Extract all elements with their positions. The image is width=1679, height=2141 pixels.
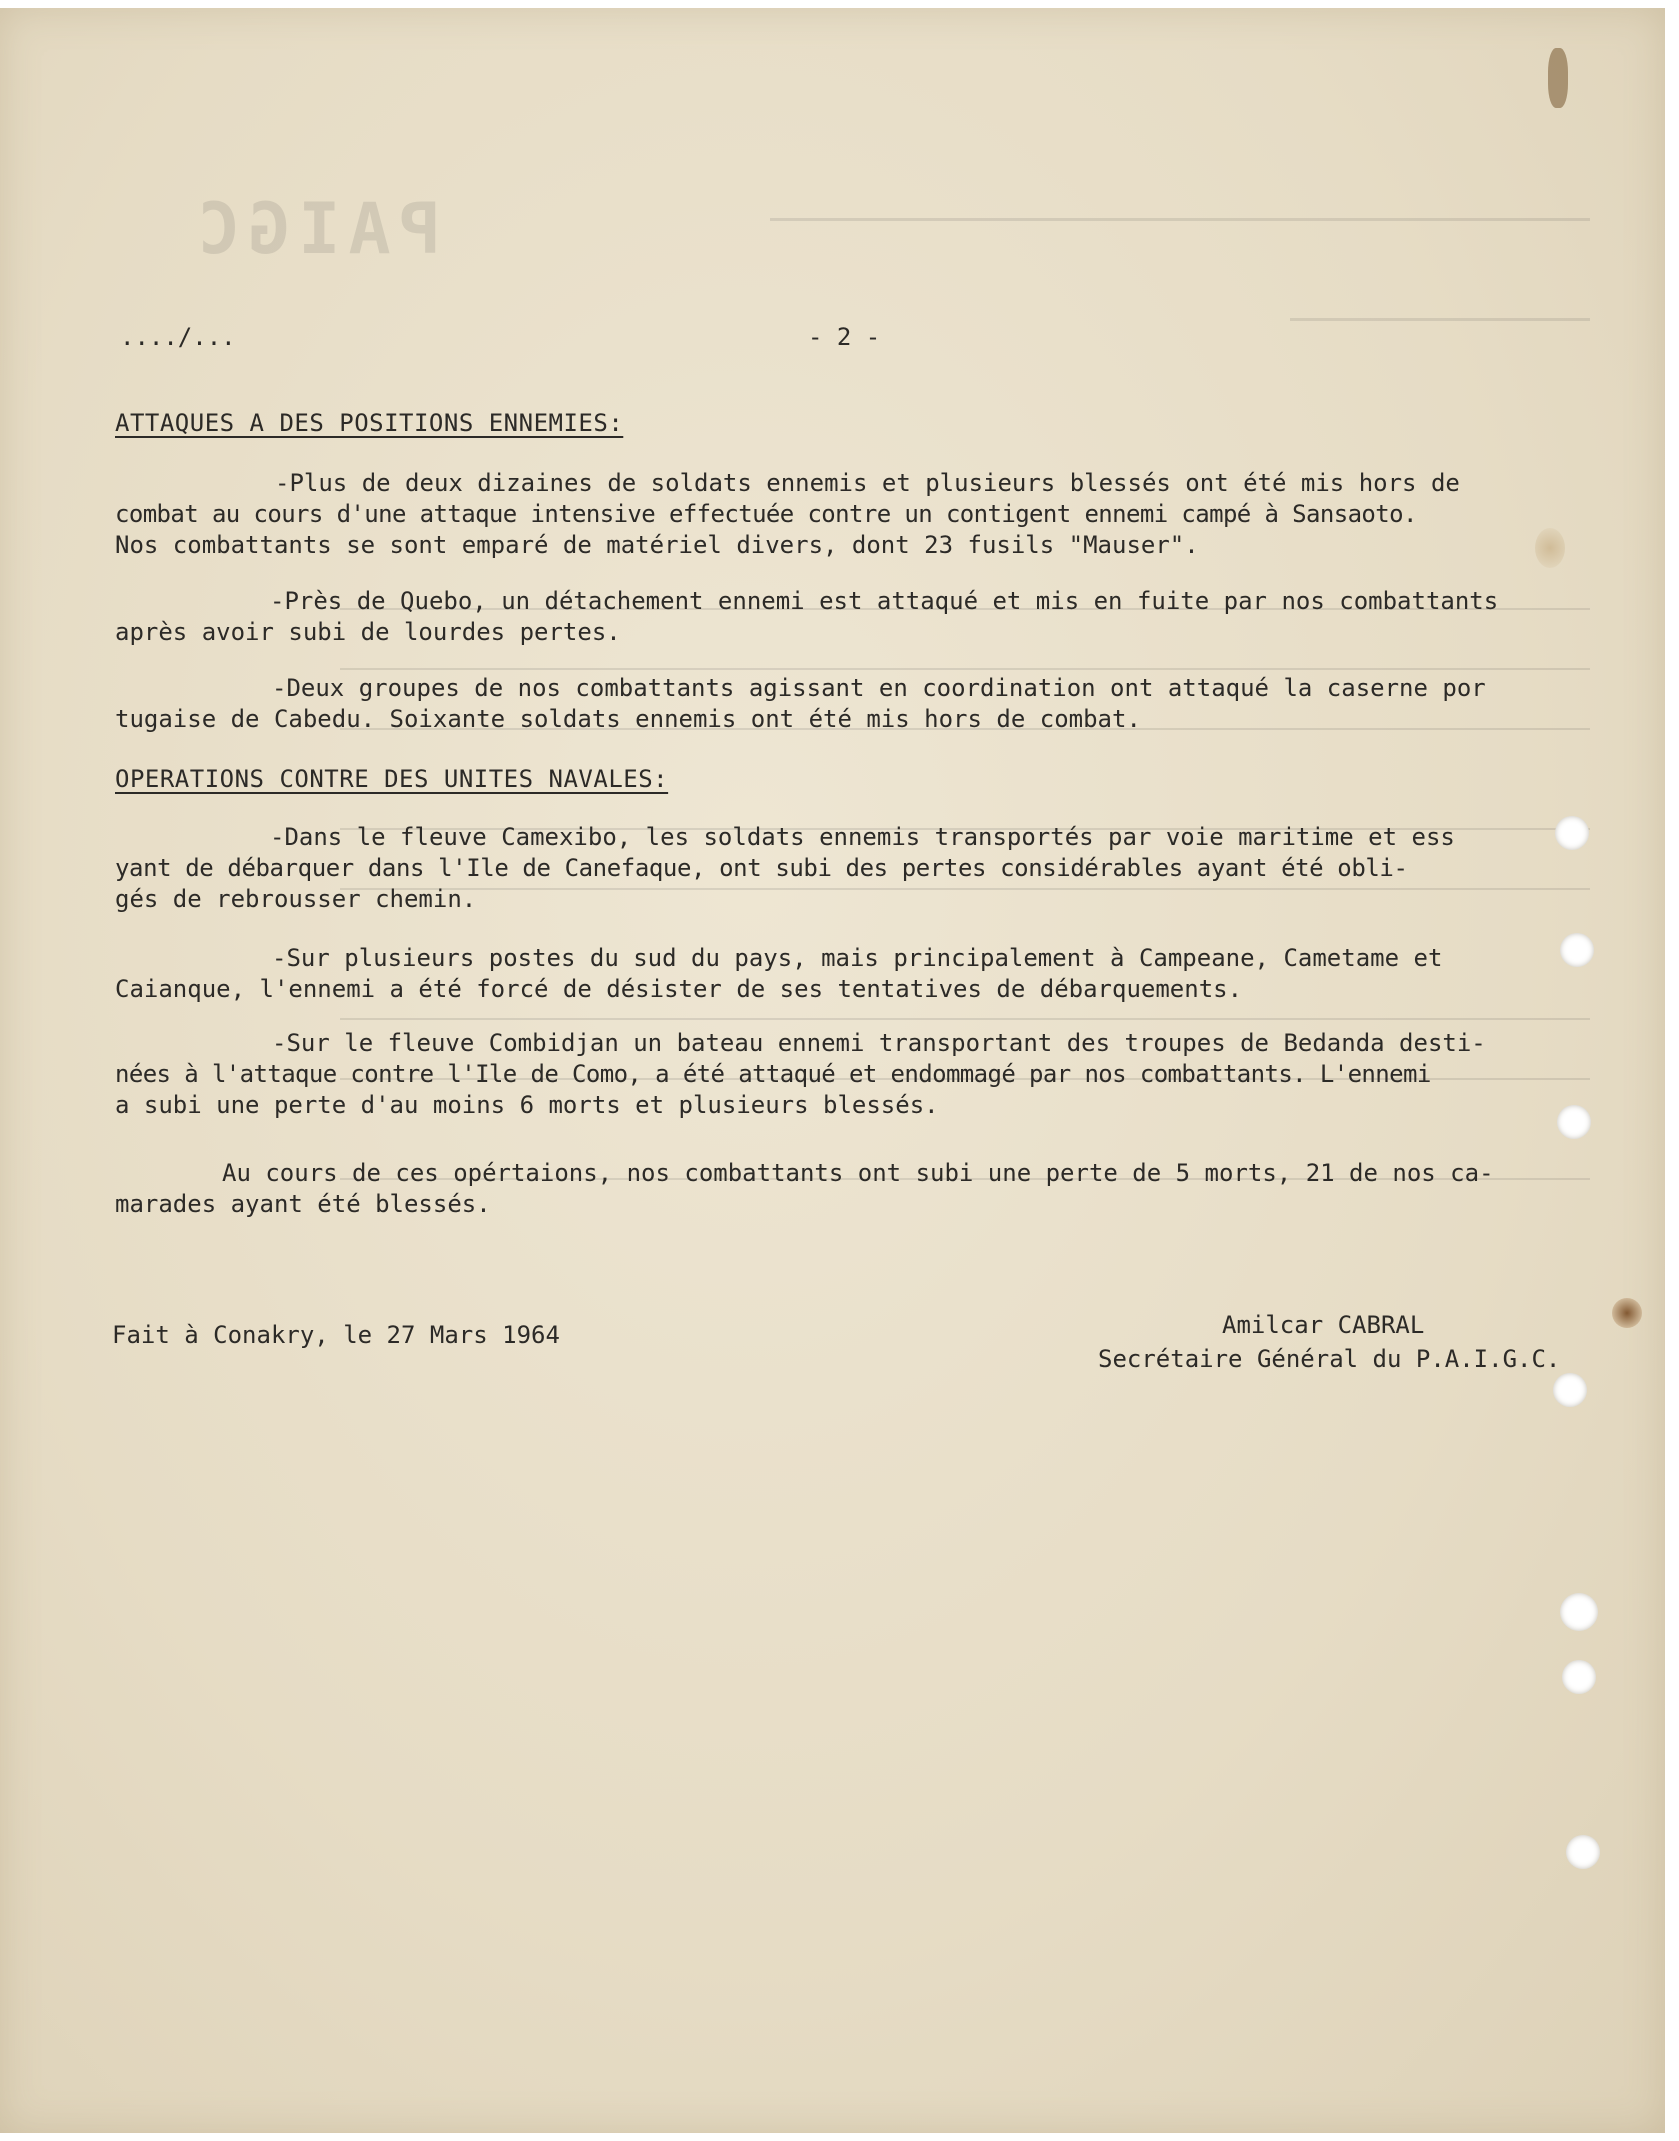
punch-hole xyxy=(1555,816,1589,850)
page-number: - 2 - xyxy=(808,323,881,351)
rust-stain xyxy=(1548,48,1568,108)
punch-hole xyxy=(1553,1373,1587,1407)
paragraph-line: -Plus de deux dizaines de soldats ennemis et plusieurs blessés ont été mis hors de xyxy=(275,469,1460,497)
paragraph-line: gés de rebrousser chemin. xyxy=(115,885,477,913)
paragraph-line: nées à l'attaque contre l'Ile de Como, a été attaqué et endommagé par nos combattants. L'ennemi xyxy=(115,1060,1431,1088)
punch-hole xyxy=(1557,1105,1591,1139)
paragraph-line: après avoir subi de lourdes pertes. xyxy=(115,618,621,646)
paragraph-line: -Dans le fleuve Camexibo, les soldats ennemis transportés par voie maritime et ess xyxy=(270,823,1455,851)
place-date: Fait à Conakry, le 27 Mars 1964 xyxy=(112,1321,560,1349)
paragraph-line: Au cours de ces opértaions, nos combattants ont subi une perte de 5 morts, 21 de nos ca- xyxy=(222,1159,1494,1187)
signatory-name: Amilcar CABRAL xyxy=(1222,1311,1425,1339)
paragraph-line: Nos combattants se sont emparé de matériel divers, dont 23 fusils "Mauser". xyxy=(115,531,1199,559)
paragraph-line: -Sur plusieurs postes du sud du pays, mais principalement à Campeane, Cametame et xyxy=(272,944,1443,972)
paragraph-line: -Près de Quebo, un détachement ennemi est attaqué et mis en fuite par nos combattants xyxy=(270,587,1499,615)
paragraph-line: -Sur le fleuve Combidjan un bateau ennemi transportant des troupes de Bedanda desti- xyxy=(272,1029,1486,1057)
paragraph-line: -Deux groupes de nos combattants agissant en coordination ont attaqué la caserne por xyxy=(272,674,1486,702)
paragraph-line: tugaise de Cabedu. Soixante soldats ennemis ont été mis hors de combat. xyxy=(115,705,1141,733)
section-heading: ATTAQUES A DES POSITIONS ENNEMIES: xyxy=(115,409,624,437)
rust-stain xyxy=(1535,528,1565,568)
continuation-mark: ..../... xyxy=(120,323,236,351)
document-page xyxy=(0,8,1665,2133)
paragraph-line: marades ayant été blessés. xyxy=(115,1190,491,1218)
paragraph-line: yant de débarquer dans l'Ile de Canefaque, ont subi des pertes considérables ayant été obli- xyxy=(115,854,1408,882)
punch-hole xyxy=(1566,1835,1600,1869)
paragraph-line: a subi une perte d'au moins 6 morts et plusieurs blessés. xyxy=(115,1091,939,1119)
punch-hole xyxy=(1560,933,1594,967)
signatory-title: Secrétaire Général du P.A.I.G.C. xyxy=(1098,1345,1561,1373)
bleed-through-letterhead: PAIGC xyxy=(190,188,1590,1238)
section-heading: OPERATIONS CONTRE DES UNITES NAVALES: xyxy=(115,765,669,793)
punch-hole xyxy=(1562,1660,1596,1694)
paragraph-line: combat au cours d'une attaque intensive effectuée contre un contigent ennemi campé à Sansaoto. xyxy=(115,500,1417,528)
rust-stain xyxy=(1612,1298,1642,1328)
punch-hole xyxy=(1560,1593,1598,1631)
paragraph-line: Caianque, l'ennemi a été forcé de désister de ses tentatives de débarquements. xyxy=(115,975,1243,1003)
